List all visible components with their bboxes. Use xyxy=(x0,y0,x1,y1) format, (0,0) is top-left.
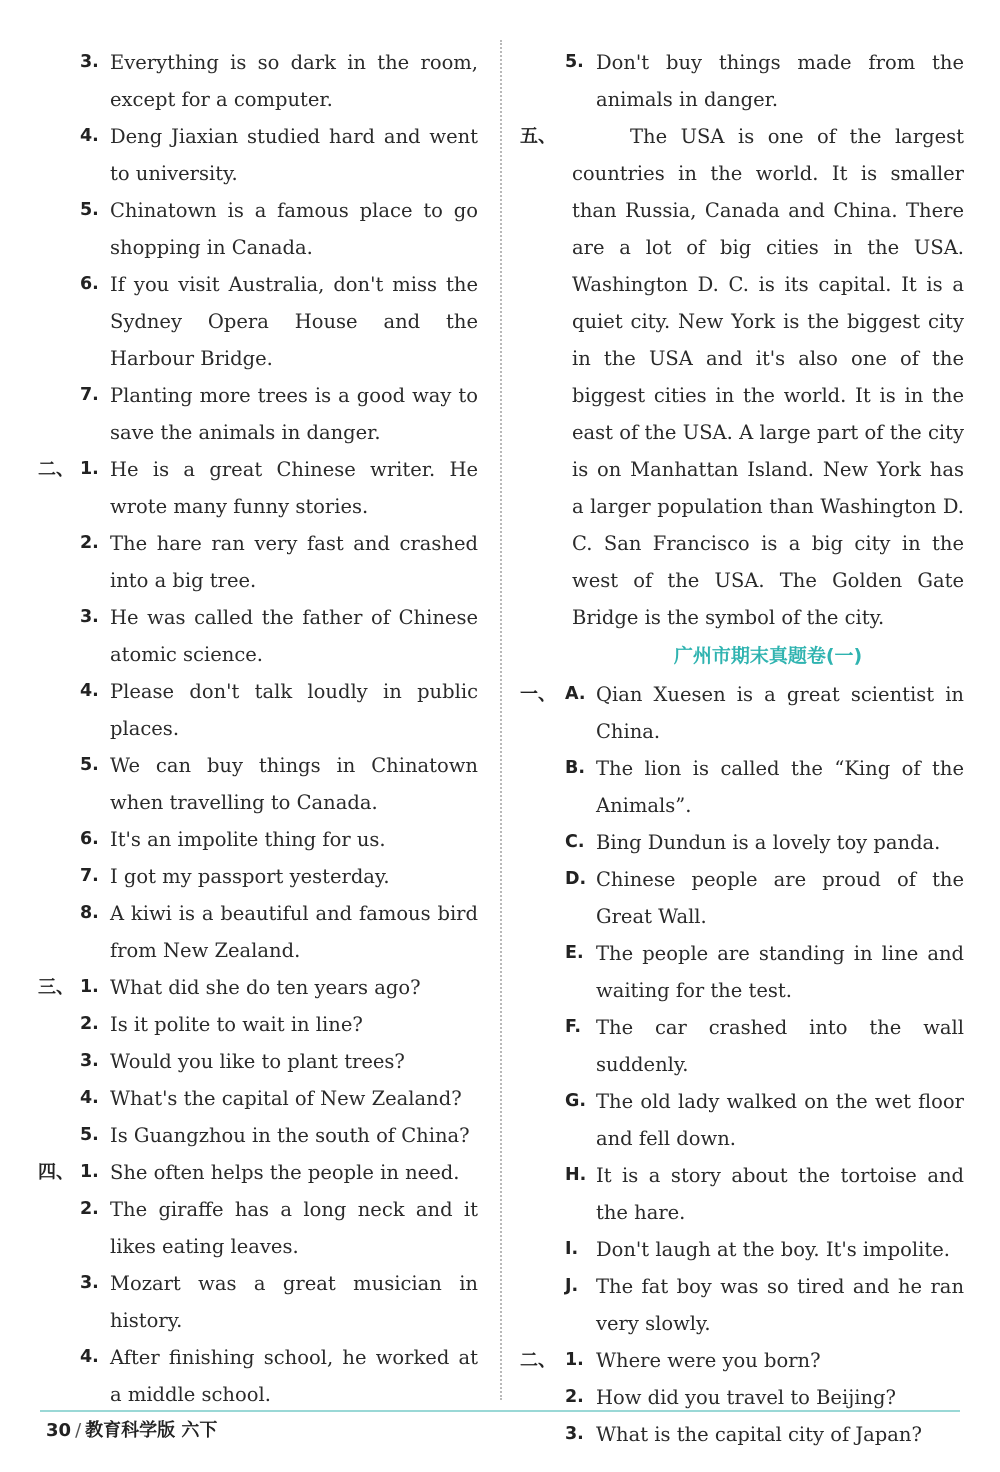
answer-text: The giraffe has a long neck and it likes eating leaves. xyxy=(110,1198,478,1258)
answer-item xyxy=(38,1191,478,1265)
answer-item xyxy=(520,1231,964,1268)
answer-item xyxy=(520,1342,964,1379)
item-number: F. xyxy=(565,1017,582,1037)
publisher-label: 教育科学版 xyxy=(85,1420,176,1441)
answer-text: Please don't talk loudly in public places. xyxy=(110,680,478,740)
answer-item xyxy=(38,895,478,969)
answer-text: The lion is called the “King of the Animals”. xyxy=(596,757,964,817)
answer-item xyxy=(520,861,964,935)
answer-text: What did she do ten years ago? xyxy=(110,976,421,999)
item-number: 5. xyxy=(80,200,99,220)
answer-text: He was called the father of Chinese atomic science. xyxy=(110,606,478,666)
item-number: G. xyxy=(565,1091,587,1111)
answer-text: We can buy things in Chinatown when travelling to Canada. xyxy=(110,754,478,814)
answer-item xyxy=(38,858,478,895)
item-number: 4. xyxy=(80,1088,99,1108)
answer-item xyxy=(38,673,478,747)
item-number: 1. xyxy=(80,977,99,997)
answer-text: If you visit Australia, don't miss the Sydney Opera House and the Harbour Bridge. xyxy=(110,273,478,370)
item-number: 3. xyxy=(565,1424,584,1444)
item-number: 3. xyxy=(80,52,99,72)
item-number: 2. xyxy=(80,1199,99,1219)
answer-item xyxy=(520,750,964,824)
section-label: 五、 xyxy=(520,126,556,147)
page-number: 30 xyxy=(46,1420,72,1441)
item-number: 2. xyxy=(80,1014,99,1034)
answer-item xyxy=(520,1009,964,1083)
answer-item xyxy=(38,1043,478,1080)
answer-item xyxy=(38,118,478,192)
answer-text: Where were you born? xyxy=(596,1349,821,1372)
answer-text: Qian Xuesen is a great scientist in China. xyxy=(596,683,964,743)
answer-item xyxy=(520,1083,964,1157)
grade-label: 六下 xyxy=(181,1420,218,1441)
section-label: 二、 xyxy=(520,1350,556,1371)
section-label: 一、 xyxy=(520,684,556,705)
answer-item xyxy=(520,676,964,750)
answer-text: He is a great Chinese writer. He wrote many funny stories. xyxy=(110,458,478,518)
answer-text: The hare ran very fast and crashed into a big tree. xyxy=(110,532,478,592)
answer-item xyxy=(38,377,478,451)
item-number: 3. xyxy=(80,1051,99,1071)
answer-item xyxy=(520,824,964,861)
answer-item xyxy=(38,44,478,118)
item-number: 8. xyxy=(80,903,99,923)
section-label: 四、 xyxy=(38,1162,74,1183)
answer-item xyxy=(520,1416,964,1453)
item-number: A. xyxy=(565,684,586,704)
item-number: 2. xyxy=(80,533,99,553)
answer-text: Don't laugh at the boy. It's impolite. xyxy=(596,1238,950,1261)
part-2-answers xyxy=(520,1342,964,1453)
answer-text: Planting more trees is a good way to save the animals in danger. xyxy=(110,384,478,444)
page-footer: 30 / 教育科学版 六下 xyxy=(46,1420,218,1441)
item-number: 5. xyxy=(565,52,584,72)
item-number: 4. xyxy=(80,126,99,146)
answer-text: What is the capital city of Japan? xyxy=(596,1423,922,1446)
item-number: 1. xyxy=(80,459,99,479)
item-number: 3. xyxy=(80,1273,99,1293)
answer-text: How did you travel to Beijing? xyxy=(596,1386,896,1409)
answer-item xyxy=(38,192,478,266)
item-number: 5. xyxy=(80,755,99,775)
item-number: J. xyxy=(565,1276,579,1296)
answer-text: Is it polite to wait in line? xyxy=(110,1013,363,1036)
answer-text: A kiwi is a beautiful and famous bird from New Zealand. xyxy=(110,902,478,962)
answer-item xyxy=(38,1339,478,1413)
answer-text: Don't buy things made from the animals in danger. xyxy=(596,51,964,111)
item-number: 4. xyxy=(80,1347,99,1367)
answer-text: Chinatown is a famous place to go shopping in Canada. xyxy=(110,199,478,259)
answer-item xyxy=(38,969,478,1006)
answer-item xyxy=(38,266,478,377)
answer-item xyxy=(520,1157,964,1231)
answer-text: Deng Jiaxian studied hard and went to university. xyxy=(110,125,478,185)
answer-text: The fat boy was so tired and he ran very slowly. xyxy=(596,1275,964,1335)
exam-subheading: 广州市期末真题卷(一) xyxy=(673,645,863,667)
answer-text: The old lady walked on the wet floor and fell down. xyxy=(596,1090,964,1150)
item-number: 6. xyxy=(80,274,99,294)
answer-text: Mozart was a great musician in history. xyxy=(110,1272,478,1332)
answer-item xyxy=(38,451,478,525)
answer-text: Is Guangzhou in the south of China? xyxy=(110,1124,470,1147)
answer-item xyxy=(38,747,478,821)
answer-text: Would you like to plant trees? xyxy=(110,1050,405,1073)
answer-item xyxy=(38,1080,478,1117)
answer-text: It is a story about the tortoise and the hare. xyxy=(596,1164,964,1224)
column-divider xyxy=(500,40,502,1400)
item-number: 7. xyxy=(80,866,99,886)
item-number: 2. xyxy=(565,1387,584,1407)
item-number: I. xyxy=(565,1239,579,1259)
item-number: 7. xyxy=(80,385,99,405)
answer-text: Chinese people are proud of the Great Wall. xyxy=(596,868,964,928)
answer-item xyxy=(38,1006,478,1043)
answer-text: Everything is so dark in the room, except for a computer. xyxy=(110,51,478,111)
passage-text: The USA is one of the largest countries in the world. It is smaller than Russia, Canada and China. There are a lot of big cities in the USA. Washington D. C. is its capital. It is a quiet city. New York is the biggest city in the USA and it's also one of the biggest cities in the world. It is in the east of the USA. A large part of the city is on Manhattan Island. New York has a larger population than Washington D. C. San Francisco is a big city in the west of the USA. The Golden Gate Bridge is the symbol of the city. xyxy=(572,125,964,629)
footer-rule xyxy=(40,1410,960,1412)
item-number: B. xyxy=(565,758,585,778)
answer-item xyxy=(38,821,478,858)
answer-item xyxy=(38,1154,478,1191)
section-5-passage xyxy=(520,118,964,636)
item-number: 4. xyxy=(80,681,99,701)
item-number: 1. xyxy=(80,1162,99,1182)
answer-text: She often helps the people in need. xyxy=(110,1161,460,1184)
right-column xyxy=(520,44,964,1453)
item-number: D. xyxy=(565,869,587,889)
answer-text: I got my passport yesterday. xyxy=(110,865,390,888)
left-column xyxy=(38,44,478,1413)
item-number: 6. xyxy=(80,829,99,849)
answer-item xyxy=(38,1265,478,1339)
item-number: C. xyxy=(565,832,585,852)
answer-text: The car crashed into the wall suddenly. xyxy=(596,1016,964,1076)
answer-item xyxy=(38,599,478,673)
item-number: 3. xyxy=(80,607,99,627)
answer-item xyxy=(520,935,964,1009)
section-label: 二、 xyxy=(38,459,74,480)
answer-text: After finishing school, he worked at a middle school. xyxy=(110,1346,478,1406)
answer-item xyxy=(520,1268,964,1342)
item-number: H. xyxy=(565,1165,587,1185)
answer-item xyxy=(38,1117,478,1154)
item-number: 1. xyxy=(565,1350,584,1370)
section-label: 三、 xyxy=(38,977,74,998)
answer-text: What's the capital of New Zealand? xyxy=(110,1087,462,1110)
item-number: E. xyxy=(565,943,584,963)
answer-item xyxy=(38,525,478,599)
part-1-answers xyxy=(520,676,964,1342)
answer-item xyxy=(520,44,964,118)
answer-text: Bing Dundun is a lovely toy panda. xyxy=(596,831,941,854)
answer-text: The people are standing in line and waiting for the test. xyxy=(596,942,964,1002)
answer-text: It's an impolite thing for us. xyxy=(110,828,386,851)
item-number: 5. xyxy=(80,1125,99,1145)
